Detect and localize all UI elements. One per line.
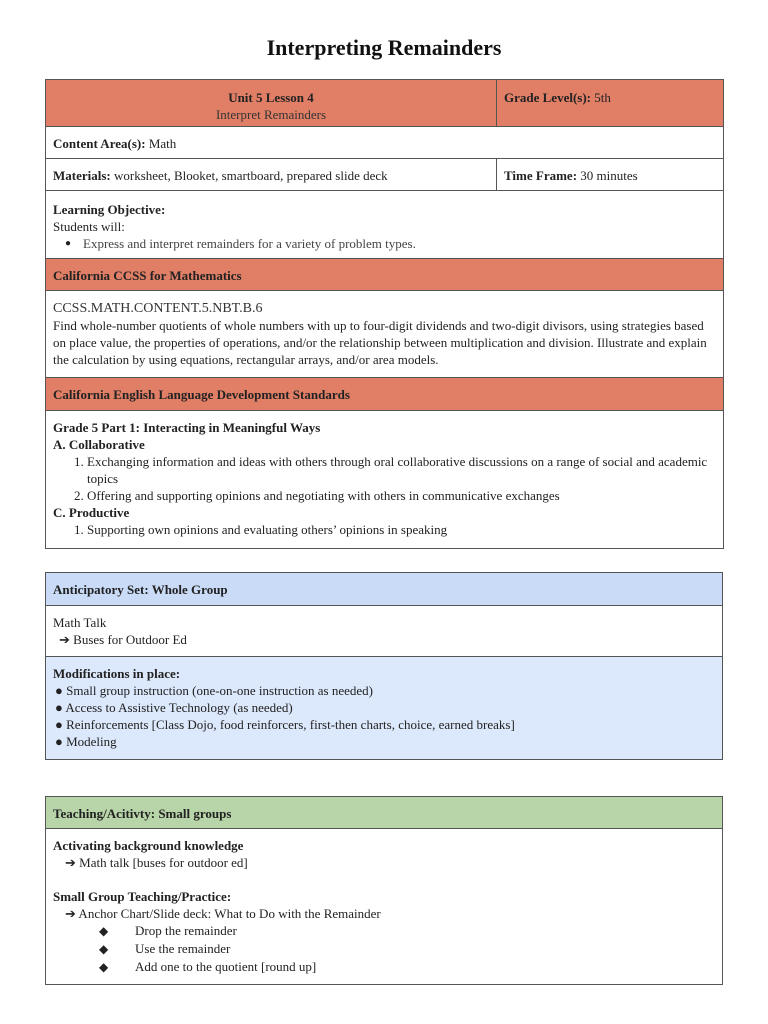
teaching-body (46, 829, 723, 985)
arrow-item: ➔ Anchor Chart/Slide deck: What to Do with the Remainder (65, 906, 381, 921)
materials-cell (46, 159, 497, 191)
ccss-body-row (46, 291, 724, 378)
content-area-row (46, 127, 724, 159)
list-item (53, 922, 715, 940)
header-row (46, 80, 724, 127)
diamond-bullet-icon: ◆ (99, 924, 109, 938)
materials-row (46, 159, 724, 191)
list-item: ● Access to Assistive Technology (as needed) (55, 700, 293, 715)
teaching-body-row (46, 829, 723, 985)
content-area-label: Content Area(s): (53, 136, 146, 151)
ccss-heading-row (46, 259, 724, 291)
list-item (53, 940, 715, 958)
productive-label: C. Productive (53, 505, 130, 520)
eld-body (46, 411, 724, 549)
objective-label: Learning Objective: (53, 202, 166, 217)
unit-cell (46, 80, 497, 127)
productive-list (53, 521, 716, 538)
eld-heading: California English Language Development Standards (46, 378, 724, 411)
diamond-bullet-icon: ◆ (99, 942, 109, 956)
diamond-bullet-icon: ◆ (99, 960, 109, 974)
list-item: ● Reinforcements [Class Dojo, food reinforcers, first-then charts, choice, earned breaks] (55, 717, 515, 732)
item-text: Drop the remainder (135, 923, 237, 938)
anticipatory-table (45, 572, 723, 760)
arrow-item: ➔ Buses for Outdoor Ed (59, 632, 187, 647)
objective-list (53, 235, 716, 252)
anticipatory-body (46, 606, 723, 657)
lesson-info-table (45, 79, 724, 549)
list-item: 1. Exchanging information and ideas with others through oral collaborative discussions on a range of social and academic topics (87, 453, 716, 487)
eld-heading-row (46, 378, 724, 411)
practice-label: Small Group Teaching/Practice: (53, 889, 232, 904)
page-title: Interpreting Remainders (266, 35, 502, 60)
list-item: 2. Offering and supporting opinions and negotiating with others in communicative exchanges (87, 487, 716, 504)
anticipatory-heading: Anticipatory Set: Whole Group (46, 573, 723, 606)
grade-cell (497, 80, 724, 127)
eld-part: Grade 5 Part 1: Interacting in Meaningful Ways (53, 420, 321, 435)
anticipatory-body-row (46, 606, 723, 657)
lesson-subtitle: Interpret Remainders (215, 107, 327, 122)
materials-label: Materials: (53, 168, 111, 183)
list-item: ● Express and interpret remainders for a variety of problem types. (83, 235, 716, 252)
ccss-heading: California CCSS for Mathematics (46, 259, 724, 291)
list-item (53, 958, 715, 976)
time-frame-label: Time Frame: (504, 168, 578, 183)
time-frame-value: 30 minutes (580, 168, 638, 183)
content-area-value: Math (148, 136, 177, 151)
collaborative-list (53, 453, 716, 504)
modifications-row (46, 657, 723, 760)
unit-title: Unit 5 Lesson 4 (228, 90, 314, 105)
objective-cell (46, 191, 724, 259)
time-frame-cell (497, 159, 724, 191)
content-area-cell (46, 127, 724, 159)
grade-label: Grade Level(s): (504, 90, 592, 105)
collaborative-label: A. Collaborative (53, 437, 145, 452)
teaching-heading: Teaching/Acitivty: Small groups (46, 797, 723, 829)
ccss-body (46, 291, 724, 378)
item-text: Add one to the quotient [round up] (135, 959, 317, 974)
activating-label: Activating background knowledge (53, 838, 244, 853)
list-item: ● Modeling (55, 734, 117, 749)
modifications-heading: Modifications in place: (53, 666, 181, 681)
item-text: Use the remainder (135, 941, 231, 956)
eld-body-row (46, 411, 724, 549)
objective-intro: Students will: (53, 219, 125, 234)
list-item: 1. Supporting own opinions and evaluating others’ opinions in speaking (87, 521, 716, 538)
grade-value: 5th (594, 90, 611, 105)
math-talk-label: Math Talk (53, 615, 107, 630)
objective-row (46, 191, 724, 259)
teaching-table (45, 796, 723, 985)
teaching-heading-row (46, 797, 723, 829)
modifications-cell (46, 657, 723, 760)
list-item: ● Small group instruction (one-on-one instruction as needed) (55, 683, 373, 698)
standard-text: Find whole-number quotients of whole numbers with up to four-digit dividends and two-digit divisors, using strategies based on place value, the properties of operations, and/or the relationship between multiplication and division. Illustrate and explain the calculation by using equations, rectangular arrays, and/or area models. (53, 318, 707, 367)
standard-code: CCSS.MATH.CONTENT.5.NBT.B.6 (53, 301, 263, 316)
materials-value: worksheet, Blooket, smartboard, prepared slide deck (114, 168, 388, 183)
anticipatory-heading-row (46, 573, 723, 606)
arrow-item: ➔ Math talk [buses for outdoor ed] (65, 855, 248, 870)
